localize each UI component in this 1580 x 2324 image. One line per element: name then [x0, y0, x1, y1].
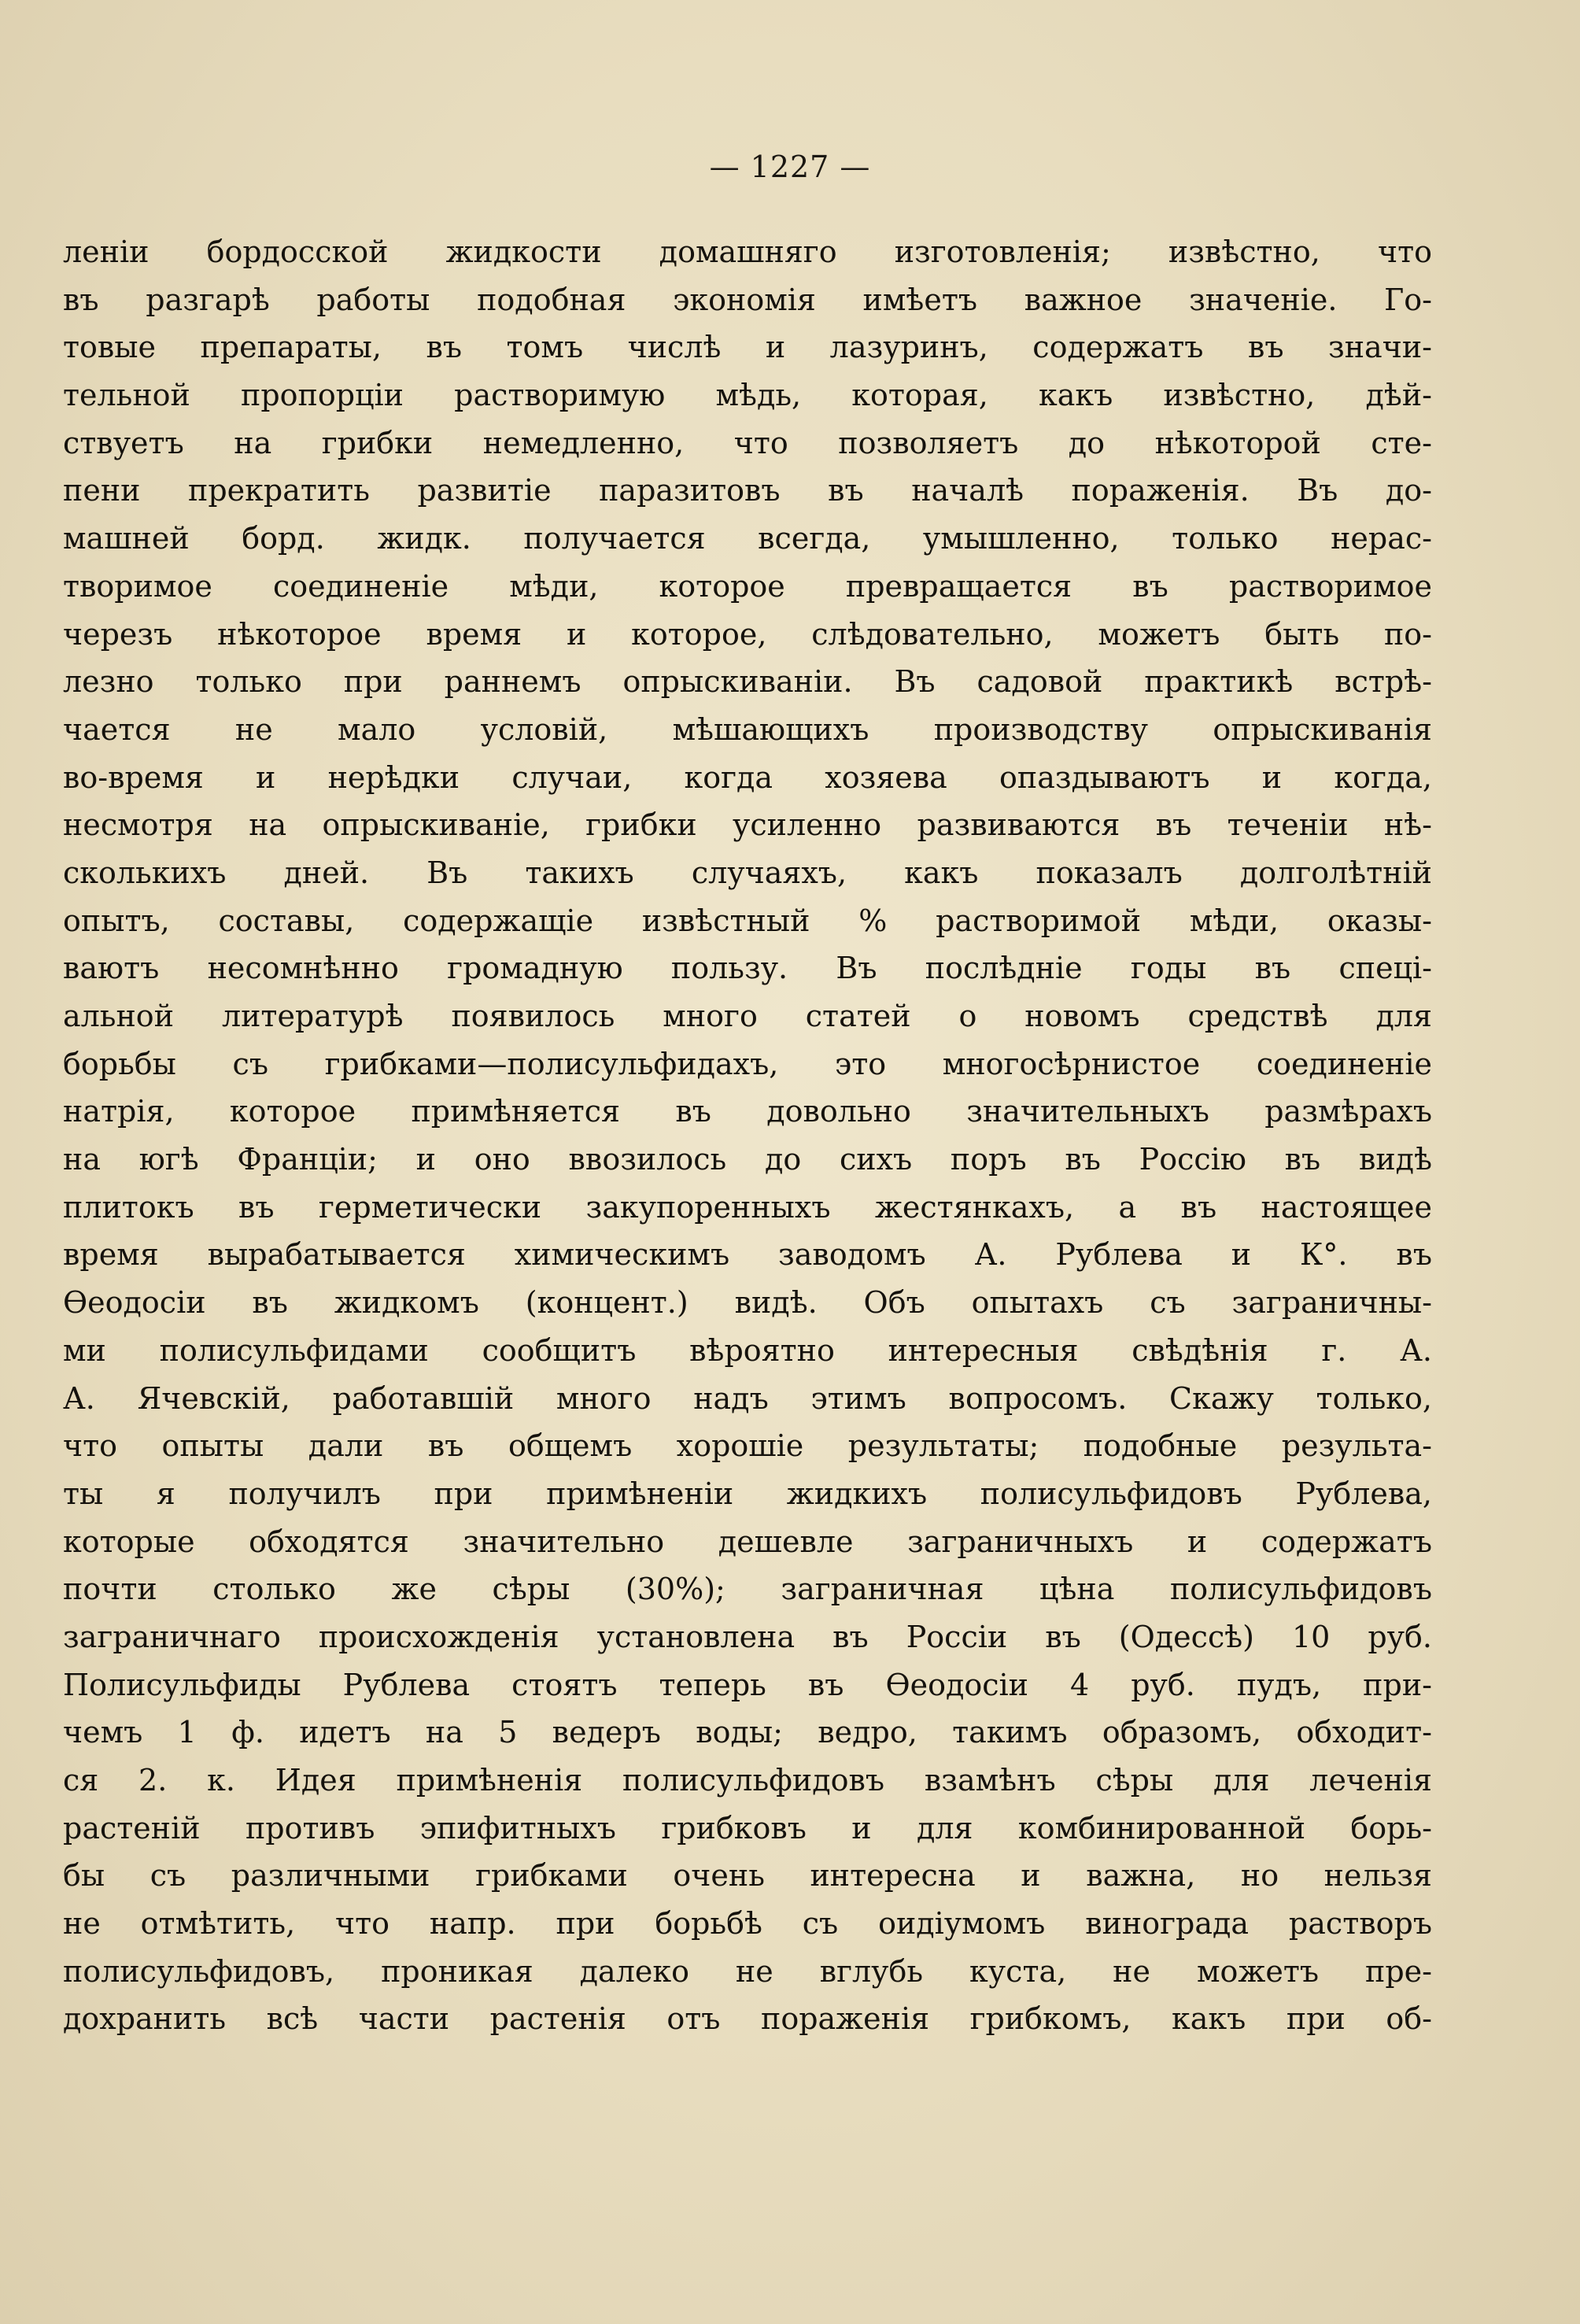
text-line: черезъ нѣкоторое время и которое, слѣдовательно, можетъ быть по- [63, 616, 1432, 652]
text-line: борьбы съ грибками—полисульфидахъ, это многосѣрнистое соединеніе [63, 1046, 1432, 1081]
text-line: дохранить всѣ части растенія отъ пораженія грибкомъ, какъ при об- [63, 2001, 1432, 2037]
text-line: не отмѣтить, что напр. при борьбѣ съ оидіумомъ винограда растворъ [63, 1906, 1432, 1942]
text-line: заграничнаго происхожденія установлена въ Россіи въ (Одессѣ) 10 руб. [63, 1619, 1432, 1654]
text-line: сколькихъ дней. Въ такихъ случаяхъ, какъ показалъ долголѣтній [63, 855, 1432, 890]
text-line: лезно только при раннемъ опрыскиваніи. Въ садовой практикѣ встрѣ- [63, 664, 1432, 700]
text-line: ствуетъ на грибки немедленно, что позволяетъ до нѣкоторой сте- [63, 425, 1432, 460]
text-line: товые препараты, въ томъ числѣ и лазуринъ, содержатъ въ значи- [63, 330, 1432, 365]
text-line: пени прекратить развитіе паразитовъ въ началѣ пораженія. Въ до- [63, 473, 1432, 508]
text-line: натрія, которое примѣняется въ довольно значительныхъ размѣрахъ [63, 1094, 1432, 1129]
text-line: въ разгарѣ работы подобная экономія имѣетъ важное значеніе. Го- [63, 282, 1432, 317]
text-line: чемъ 1 ф. идетъ на 5 ведеръ воды; ведро, такимъ образомъ, обходит- [63, 1715, 1432, 1750]
text-line: ваютъ несомнѣнно громадную пользу. Въ послѣдніе годы въ спеці- [63, 951, 1432, 986]
text-line: машней борд. жидк. получается всегда, умышленно, только нерас- [63, 521, 1432, 556]
text-line: альной литературѣ появилось много статей о новомъ средствѣ для [63, 999, 1432, 1033]
body-text [63, 228, 1432, 2043]
text-line: леніи бордосской жидкости домашняго изготовленія; извѣстно, что [63, 235, 1432, 269]
text-line: ся 2. к. Идея примѣненія полисульфидовъ взамѣнъ сѣры для леченія [63, 1763, 1432, 1797]
text-line: бы съ различными грибками очень интересна и важна, но нельзя [63, 1858, 1432, 1894]
text-line: полисульфидовъ, проникая далеко не вглубь куста, не можетъ пре- [63, 1953, 1432, 1989]
text-line: опытъ, составы, содержащіе извѣстный % растворимой мѣди, оказы- [63, 903, 1432, 938]
page-number: — 1227 — [709, 150, 871, 184]
text-line: несмотря на опрыскиваніе, грибки усиленно развиваются въ теченіи нѣ- [63, 807, 1432, 843]
text-line: что опыты дали въ общемъ хорошіе результаты; подобные результа- [63, 1428, 1432, 1464]
text-line: ты я получилъ при примѣненіи жидкихъ полисульфидовъ Рублева, [63, 1476, 1432, 1511]
text-line: чается не мало условій, мѣшающихъ производству опрыскиванія [63, 711, 1432, 747]
text-line: Ѳеодосіи въ жидкомъ (концент.) видѣ. Объ опытахъ съ заграничны- [63, 1285, 1432, 1321]
text-line: почти столько же сѣры (30%); заграничная цѣна полисульфидовъ [63, 1572, 1432, 1607]
text-line: растеній противъ эпифитныхъ грибковъ и для комбинированной борь- [63, 1810, 1432, 1846]
text-line: время вырабатывается химическимъ заводомъ А. Рублева и К°. въ [63, 1237, 1432, 1273]
text-line: А. Ячевскій, работавшій много надъ этимъ вопросомъ. Скажу только, [63, 1380, 1432, 1416]
text-line: творимое соединеніе мѣди, которое превращается въ растворимое [63, 568, 1432, 604]
text-line: Полисульфиды Рублева стоятъ теперь въ Ѳеодосіи 4 руб. пудъ, при- [63, 1667, 1432, 1702]
text-line: на югѣ Франціи; и оно ввозилось до сихъ поръ въ Россію въ видѣ [63, 1142, 1432, 1177]
text-line: тельной пропорціи растворимую мѣдь, которая, какъ извѣстно, дѣй- [63, 378, 1432, 413]
text-line: плитокъ въ герметически закупоренныхъ жестянкахъ, а въ настоящее [63, 1189, 1432, 1225]
text-line: ми полисульфидами сообщитъ вѣроятно интересныя свѣдѣнія г. А. [63, 1332, 1432, 1368]
text-line: во-время и нерѣдки случаи, когда хозяева опаздываютъ и когда, [63, 759, 1432, 795]
text-line: которые обходятся значительно дешевле заграничныхъ и содержатъ [63, 1524, 1432, 1559]
